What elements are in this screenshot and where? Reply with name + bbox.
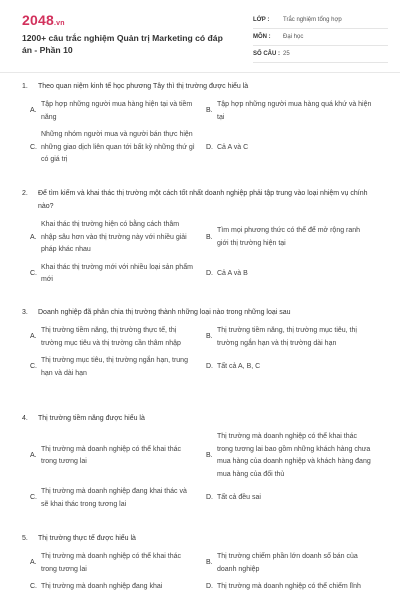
option-text: Thị trường mà doanh nghiệp có thể khai thác trong tương lai bao gồm những khách hàng chưa mua hàng của doanh nghiệp và khách hàng đang mua hàng của đối thủ xyxy=(217,433,371,478)
option-d[interactable] xyxy=(206,355,382,380)
meta-key: MÔN : xyxy=(253,34,271,40)
meta-row-subject xyxy=(253,29,388,46)
question-number: 5. xyxy=(22,535,28,542)
option-letter: B. xyxy=(206,451,213,459)
question-stem xyxy=(22,306,382,319)
site-logo[interactable] xyxy=(22,12,65,28)
option-b[interactable] xyxy=(206,325,382,350)
meta-value: Đại học xyxy=(283,34,304,40)
document-header xyxy=(0,0,400,70)
option-letter: B. xyxy=(206,559,213,567)
meta-row-count xyxy=(253,46,388,63)
option-text: Tìm mọi phương thức có thể để mở rộng ranh giới thị trường hiện tại xyxy=(217,227,361,247)
option-c[interactable] xyxy=(30,129,206,167)
option-b[interactable] xyxy=(206,99,382,124)
option-letter: C. xyxy=(30,494,37,502)
option-d[interactable] xyxy=(206,262,382,287)
option-d[interactable] xyxy=(206,129,382,167)
option-letter: C. xyxy=(30,143,37,151)
options-list xyxy=(22,431,382,516)
meta-value: Trắc nghiệm tổng hợp xyxy=(283,17,342,23)
option-a[interactable] xyxy=(30,551,206,576)
option-letter: A. xyxy=(30,107,37,115)
option-b[interactable] xyxy=(206,219,382,257)
option-text: Tất cả đều sai xyxy=(217,494,261,502)
option-letter: D. xyxy=(206,583,213,590)
logo-suffix: .vn xyxy=(53,20,65,27)
option-a[interactable] xyxy=(30,219,206,257)
document-title: 1200+ câu trắc nghiệm Quản trị Marketing có đáp án - Phần 10 xyxy=(22,33,223,55)
option-letter: D. xyxy=(206,269,213,277)
option-letter: A. xyxy=(30,233,37,241)
option-text: Cả A và B xyxy=(217,269,248,277)
option-d[interactable] xyxy=(206,486,382,511)
question-number: 4. xyxy=(22,415,28,422)
option-c[interactable] xyxy=(30,486,206,511)
question-stem xyxy=(22,412,382,425)
option-text: Thị trường mà doanh nghiệp có thể khai thác trong tương lai xyxy=(41,553,182,573)
option-text: Khai thác thị trường mới với nhiều loại sản phẩm mới xyxy=(41,263,193,283)
option-letter: A. xyxy=(30,559,37,567)
option-text: Thị trường mà doanh nghiệp đang khai xyxy=(41,583,163,590)
question-number: 2. xyxy=(22,190,28,197)
option-letter: B. xyxy=(206,233,213,241)
option-letter: D. xyxy=(206,143,213,151)
option-text: Thị trường mà doanh nghiệp có thể chiếm lĩnh xyxy=(217,583,361,590)
option-a[interactable] xyxy=(30,431,206,481)
options-list xyxy=(22,551,382,599)
option-text: Thị trường mà doanh nghiệp có thể khai thác trong tương lai xyxy=(41,445,182,465)
options-list xyxy=(22,325,382,385)
question-5 xyxy=(22,532,382,599)
option-text: Thị trường tiềm năng, thị trường mục tiêu, thị trường ngắn hạn và thị trường dài hạn xyxy=(217,327,357,347)
option-letter: A. xyxy=(30,451,37,459)
question-text: Theo quan niệm kinh tế học phương Tây thì thị trường được hiểu là xyxy=(38,83,249,90)
question-stem xyxy=(22,80,382,93)
question-text: Doanh nghiệp đã phân chia thị trường thành những loại nào trong những loại sau xyxy=(38,309,291,316)
meta-value: 25 xyxy=(283,51,290,57)
question-text: Thị trường thực tế được hiểu là xyxy=(38,535,136,542)
option-b[interactable] xyxy=(206,431,382,481)
document-meta xyxy=(253,12,388,63)
option-text: Khai thác thị trường hiện có bằng cách thâm nhập sâu hơn vào thị trường này với nhiều giải pháp khác nhau xyxy=(41,221,187,253)
meta-key: SỐ CÂU : xyxy=(253,51,280,57)
option-text: Thị trường mục tiêu, thị trường ngắn hạn, trung hạn và dài hạn xyxy=(41,357,188,377)
option-letter: C. xyxy=(30,269,37,277)
option-c[interactable] xyxy=(30,355,206,380)
question-number: 3. xyxy=(22,309,28,316)
header-divider xyxy=(0,72,400,73)
question-stem xyxy=(22,532,382,545)
question-4 xyxy=(22,412,382,516)
logo-main: 2048 xyxy=(22,12,54,28)
option-a[interactable] xyxy=(30,325,206,350)
question-3 xyxy=(22,306,382,385)
options-list xyxy=(22,219,382,292)
option-text: Thị trường tiềm năng, thị trường thực tế, thị trường mục tiêu và thị trường cần thâm nhập xyxy=(41,327,181,347)
option-text: Thị trường chiếm phần lớn doanh số bán của doanh nghiệp xyxy=(217,553,358,573)
option-letter: C. xyxy=(30,583,37,590)
option-letter: B. xyxy=(206,107,213,115)
options-list xyxy=(22,99,382,172)
option-a[interactable] xyxy=(30,99,206,124)
question-number: 1. xyxy=(22,83,28,90)
question-text: Thị trường tiềm năng được hiểu là xyxy=(38,415,145,422)
option-text: Những nhóm người mua và người bán thực hiện những giao dịch liên quan tới bất kỳ những thứ gì có giá trị xyxy=(41,131,195,163)
question-2 xyxy=(22,187,382,292)
option-text: Tập hợp những người mua hàng hiện tại và tiềm năng xyxy=(41,101,193,121)
question-stem xyxy=(22,187,382,213)
option-letter: D. xyxy=(206,494,213,502)
option-letter: C. xyxy=(30,363,37,371)
meta-row-class xyxy=(253,12,388,29)
option-letter: B. xyxy=(206,333,213,341)
option-d[interactable] xyxy=(206,581,382,594)
option-text: Thị trường mà doanh nghiệp đang khai thác và sẽ khai thác trong tương lai xyxy=(41,488,187,508)
option-text: Tất cả A, B, C xyxy=(217,363,261,371)
question-text: Để tìm kiếm và khai thác thị trường một cách tốt nhất doanh nghiệp phải tập trung vào loại nhiệm vụ chính nào? xyxy=(38,190,368,210)
option-c[interactable] xyxy=(30,262,206,287)
option-text: Cả A và C xyxy=(217,143,249,151)
meta-key: LỚP : xyxy=(253,17,270,23)
option-letter: D. xyxy=(206,363,213,371)
option-text: Tập hợp những người mua hàng quá khứ và hiện tại xyxy=(217,101,372,121)
option-c[interactable] xyxy=(30,581,206,594)
option-b[interactable] xyxy=(206,551,382,576)
option-letter: A. xyxy=(30,333,37,341)
question-1 xyxy=(22,80,382,172)
